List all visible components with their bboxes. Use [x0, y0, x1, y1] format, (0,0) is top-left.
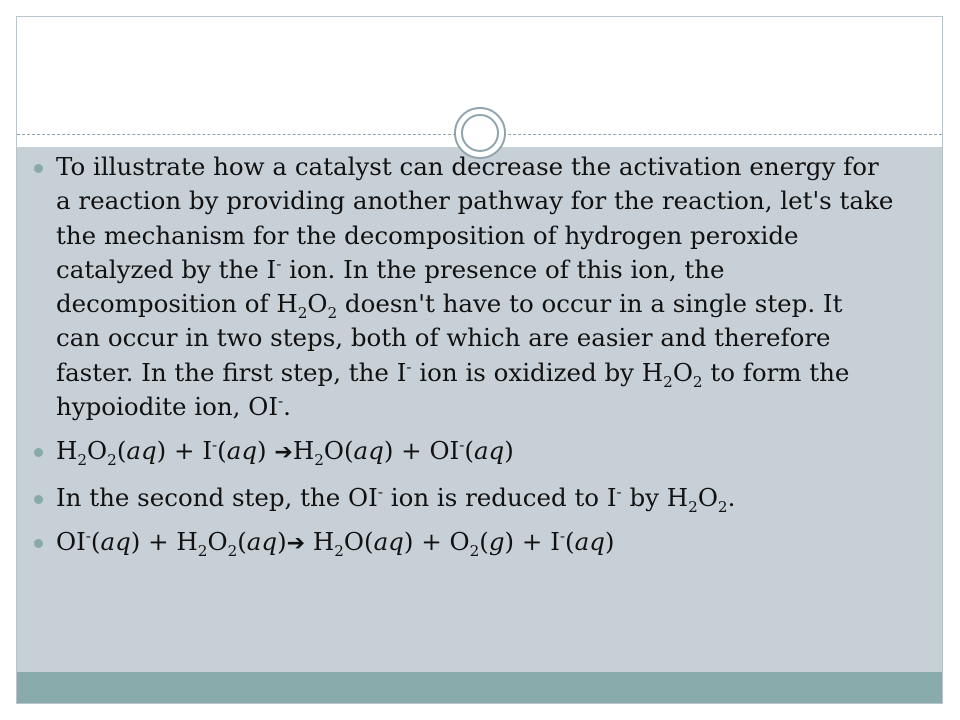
formula-index: 2 [77, 451, 88, 470]
formula-index: 2 [663, 372, 673, 391]
arrow-icon: ➔ [286, 530, 306, 556]
footer-band [17, 672, 942, 704]
state-label: aq [574, 526, 605, 556]
state-label: aq [246, 526, 278, 556]
bullet-text: $OI^-(aq) + H_2O_2(aq)➔$ $H_2O(aq) + O_2(g) + I^-(aq)$ [56, 526, 615, 560]
formula-index: 2 [107, 451, 117, 470]
formula-index: - [459, 436, 465, 455]
formula-index: 2 [469, 541, 480, 560]
state-label: aq [353, 436, 384, 466]
formula-index: - [616, 482, 622, 501]
formula-index: 2 [314, 451, 324, 470]
bullet-item [34, 150, 894, 424]
bullet-item [34, 434, 894, 470]
formula-index: - [85, 526, 91, 545]
bullet-dot-icon [34, 495, 43, 504]
formula-index: - [276, 254, 282, 273]
state-label: aq [473, 436, 505, 466]
bullet-text: To illustrate how a catalyst can decrease the activation energy for a reaction by providing another pathway for the reaction, let's take the mechanism for the decomposition of hydrogen peroxide catalyzed by the I- ion. In the presence of this ion, the decomposition of $H_2O_2$ doesn't have to occur in a single step. It can occur in two steps, both of which are easier and therefore faster. In the first step, the I- ion is oxidized by $H_2O_2$ to form the hypoiodite ion, OI-. [56, 152, 894, 422]
arrow-icon: ➔ [274, 440, 293, 466]
state-label: aq [373, 526, 404, 556]
circle-ornament-inner [461, 114, 499, 152]
bullet-dot-icon [34, 164, 43, 173]
bullet-dot-icon [34, 448, 43, 457]
formula-index: - [278, 391, 284, 410]
formula-index: 2 [692, 372, 703, 391]
formula-index: 2 [334, 541, 344, 560]
formula-index: 2 [227, 541, 238, 560]
state-label: aq [100, 526, 131, 556]
formula-index: 2 [197, 541, 208, 560]
formula-index: 2 [688, 497, 698, 516]
bullet-dot-icon [34, 539, 43, 548]
bullet-text: In the second step, the OI- ion is reduced to I- by $H_2O_2$. [56, 482, 736, 516]
formula-index: 2 [327, 304, 338, 323]
formula-index: - [377, 482, 383, 501]
state-label: aq [226, 436, 258, 466]
state-label: aq [126, 436, 157, 466]
formula-index: - [559, 526, 566, 545]
bullet-list [34, 150, 894, 571]
formula-index: - [212, 436, 218, 455]
state-label: g [488, 526, 505, 556]
bullet-text: $H_2O_2(aq) + I^-(aq)$ $➔H_2O(aq) + OI^-(aq)$ [56, 436, 514, 470]
formula-index: 2 [717, 497, 728, 516]
bullet-item [34, 525, 894, 561]
formula-index: - [406, 357, 412, 376]
formula-index: 2 [297, 304, 308, 323]
bullet-item [34, 481, 894, 515]
